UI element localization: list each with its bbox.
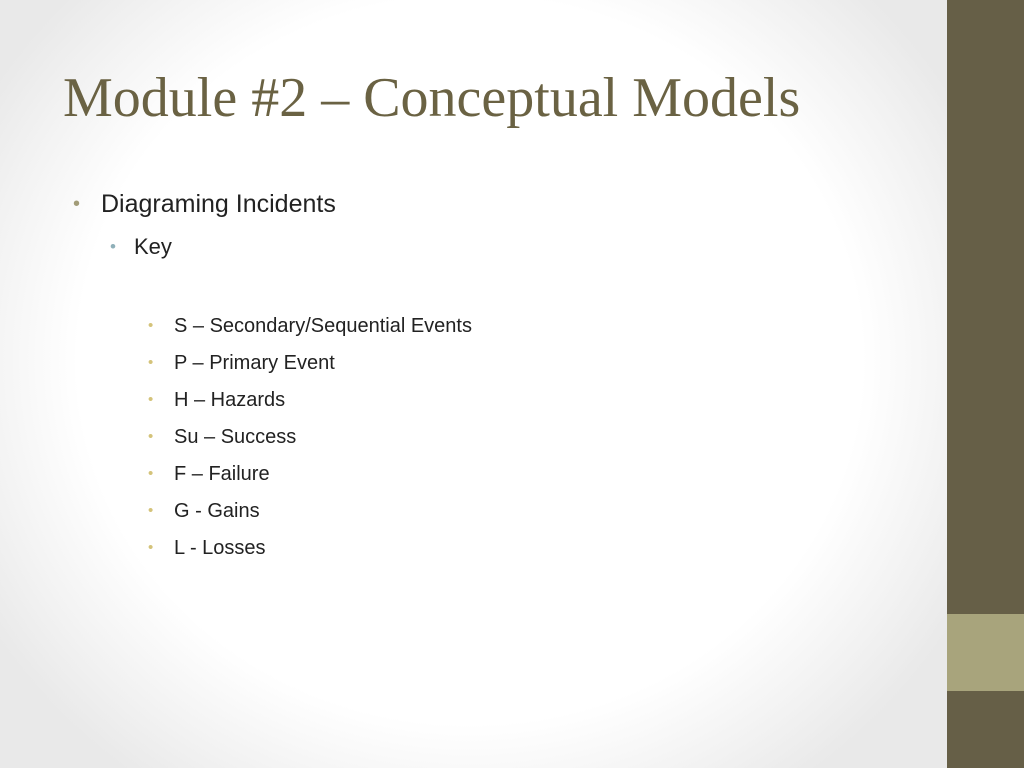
slide-title: Module #2 – Conceptual Models xyxy=(63,67,801,129)
key-item xyxy=(148,387,285,413)
bullet-text: Key xyxy=(134,234,172,259)
bullet-dot-icon: • xyxy=(148,354,154,371)
bullet-text: Diagraming Incidents xyxy=(101,190,336,218)
key-item xyxy=(148,461,270,487)
bullet-level1 xyxy=(73,188,336,220)
key-item xyxy=(148,535,266,561)
key-item xyxy=(148,424,296,450)
key-item-text: S – Secondary/Sequential Events xyxy=(174,315,472,337)
bullet-dot-icon: • xyxy=(148,465,154,482)
bullet-dot-icon: • xyxy=(148,317,154,334)
key-item-text: F – Failure xyxy=(174,463,270,485)
bullet-dot-icon: • xyxy=(148,428,154,445)
key-item xyxy=(148,350,335,376)
bullet-dot-icon: • xyxy=(73,193,81,215)
key-item-text: P – Primary Event xyxy=(174,352,335,374)
bullet-dot-icon: • xyxy=(148,539,154,556)
sidebar-accent-block xyxy=(947,614,1024,691)
bullet-dot-icon: • xyxy=(148,391,154,408)
key-item-text: G - Gains xyxy=(174,500,260,522)
key-item-text: Su – Success xyxy=(174,426,297,448)
key-item xyxy=(148,313,472,339)
bullet-dot-icon: • xyxy=(110,237,116,256)
bullet-dot-icon: • xyxy=(148,502,154,519)
key-item-text: L - Losses xyxy=(174,537,266,559)
key-item xyxy=(148,498,260,524)
bullet-level2 xyxy=(110,233,172,261)
key-item-text: H – Hazards xyxy=(174,389,286,411)
